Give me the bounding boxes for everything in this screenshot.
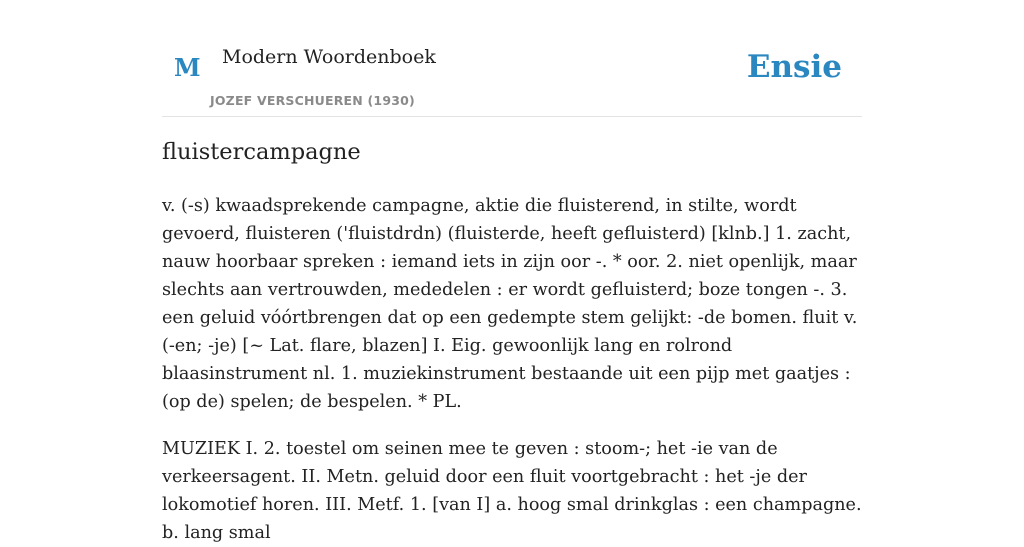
dictionary-logo[interactable]: M bbox=[174, 53, 201, 82]
dictionary-title[interactable]: Modern Woordenboek bbox=[222, 46, 436, 68]
ensie-logo-link[interactable]: Ensie bbox=[746, 49, 842, 85]
entry-title: fluistercampagne bbox=[162, 139, 361, 165]
entry-paragraph: v. (-s) kwaadsprekende campagne, aktie die fluisterend, in stilte, wordt gevoerd, fluisteren ('fluistdrdn) (fluisterde, heeft gefluisterd) [klnb.] 1. zacht, nauw hoorbaar spreken : iemand iets in zijn oor -. * oor. 2. niet openlijk, maar slechts aan vertrouwden, mededelen : er wordt gefluisterd; boze tongen -. 3. een geluid vóórtbrengen dat op een gedempte stem gelijkt: -de bomen. fluit v. (-en; -je) [~ Lat. flare, blazen] I. Eig. gewoonlijk lang en rolrond blaasinstrument nl. 1. muziekinstrument bestaande uit een pijp met gaatjes : (op de) spelen; de bespelen. * PL. bbox=[162, 196, 858, 412]
dictionary-header bbox=[162, 0, 862, 117]
dictionary-author: JOZEF VERSCHUEREN (1930) bbox=[210, 93, 415, 108]
entry-paragraph: MUZIEK I. 2. toestel om seinen mee te geven : stoom-; het -ie van de verkeersagent. II. Metn. geluid door een fluit voortgebracht : het -je der lokomotief horen. III. Metf. 1. [van I] a. hoog smal drinkglas : een champagne. b. lang smal bbox=[162, 439, 862, 543]
